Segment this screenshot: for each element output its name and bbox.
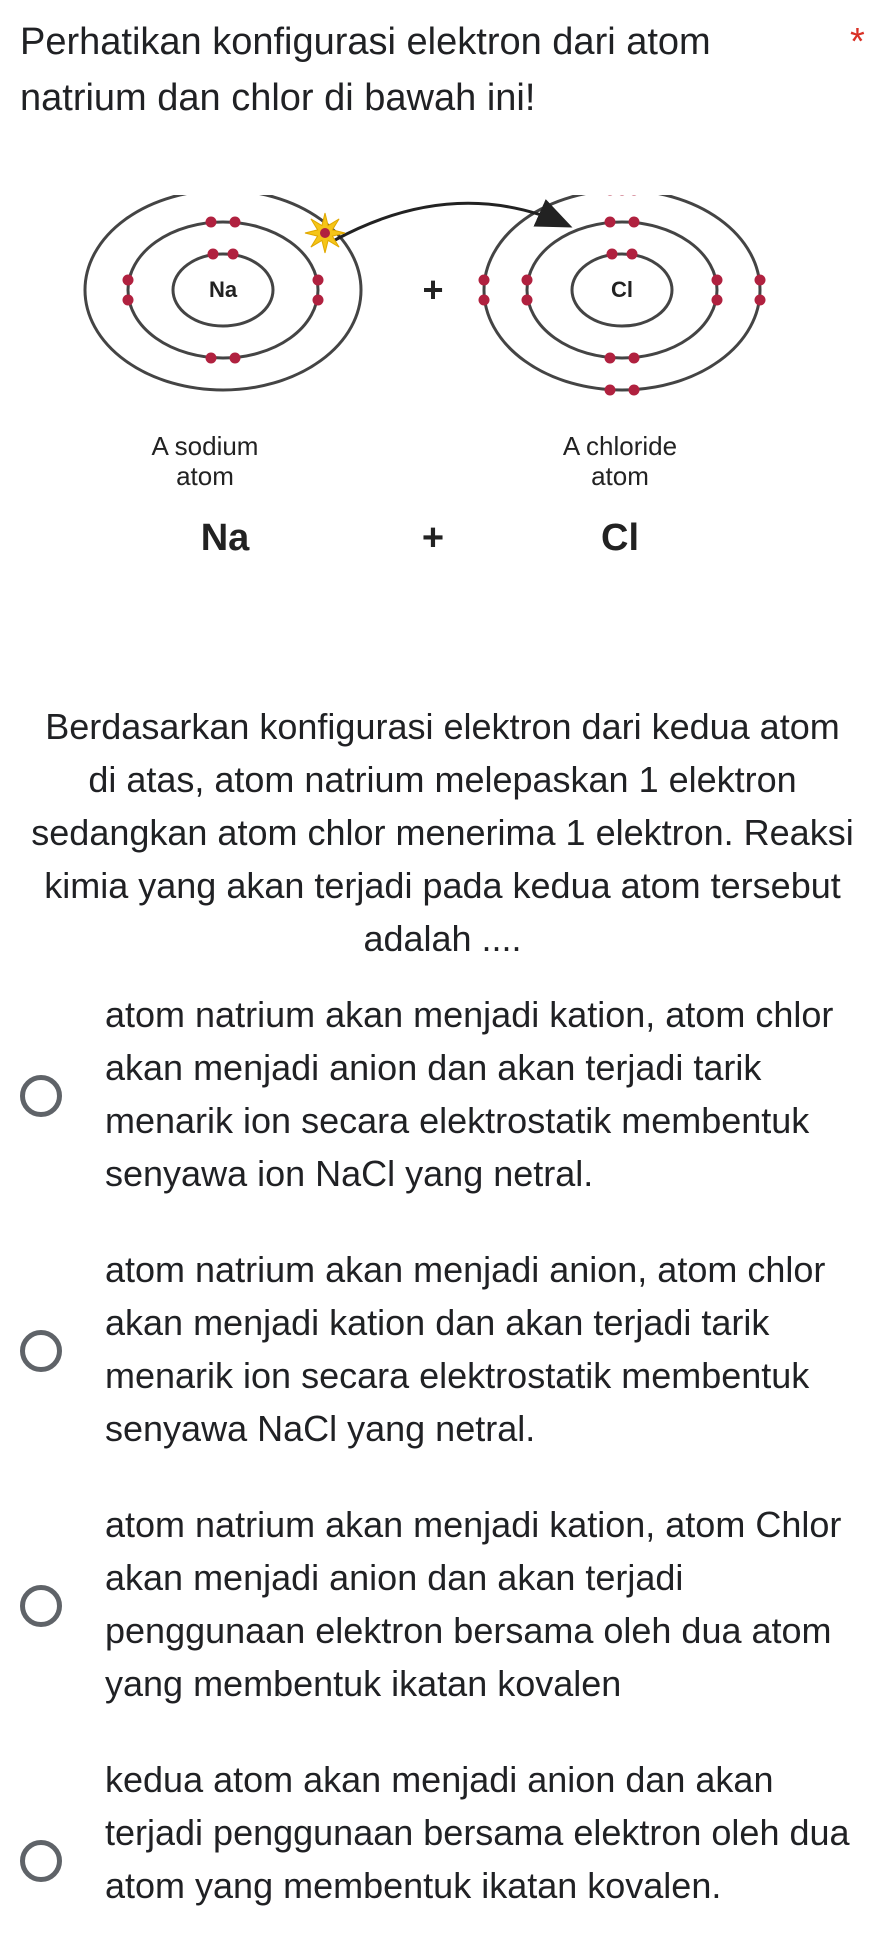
electron: [313, 295, 324, 306]
electron: [522, 295, 533, 306]
option-label[interactable]: atom natrium akan menjadi anion, atom chlor akan menjadi kation dan akan terjadi tarik menarik ion secara elektrostatik membentuk senyawa NaCl yang netral.: [105, 1249, 826, 1449]
electron: [629, 353, 640, 364]
electron: [230, 217, 241, 228]
bottom-na-symbol: Na: [200, 517, 250, 559]
electron: [479, 295, 490, 306]
electron: [605, 217, 616, 228]
bottom-plus-sign: +: [421, 517, 445, 559]
bottom-cl-symbol: Cl: [601, 517, 639, 559]
electron: [123, 275, 134, 286]
electron: [629, 195, 640, 196]
chloride-label-line2: atom: [591, 461, 649, 491]
question-title: Perhatikan konfigurasi elektron dari atom natrium dan chlor di bawah ini!: [20, 21, 711, 119]
electron: [755, 275, 766, 286]
electron: [605, 385, 616, 396]
electron: [479, 275, 490, 286]
electron: [208, 249, 219, 260]
electron: [228, 249, 239, 260]
electron: [605, 195, 616, 196]
diagram-plus-sign: +: [422, 269, 444, 310]
option-label[interactable]: atom natrium akan menjadi kation, atom chlor akan menjadi anion dan akan terjadi tarik menarik ion secara elektrostatik membentuk senyawa ion NaCl yang netral.: [105, 994, 834, 1194]
na-nucleus-symbol: Na: [208, 277, 238, 302]
radio-button[interactable]: [20, 1330, 62, 1372]
required-marker: *: [850, 21, 865, 63]
electron: [522, 275, 533, 286]
electron: [605, 353, 616, 364]
sodium-label-line2: atom: [176, 461, 234, 491]
option-label[interactable]: atom natrium akan menjadi kation, atom Chlor akan menjadi anion dan akan terjadi penggunaan elektron bersama oleh dua atom yang membentuk ikatan kovalen: [105, 1504, 842, 1704]
electron: [206, 353, 217, 364]
chloride-label-line1: A chloride: [562, 431, 678, 461]
electron: [755, 295, 766, 306]
radio-button[interactable]: [20, 1585, 62, 1627]
electron: [712, 295, 723, 306]
transferred-electron: [320, 228, 330, 238]
electron: [617, 195, 628, 196]
electron: [206, 217, 217, 228]
question-body: Berdasarkan konfigurasi elektron dari kedua atom di atas, atom natrium melepaskan 1 elektron sedangkan atom chlor menerima 1 elektron. Reaksi kimia yang akan terjadi pada kedua atom tersebut adalah ....: [31, 706, 854, 959]
electron-transfer-arrow: [335, 203, 567, 240]
radio-button[interactable]: [20, 1075, 62, 1117]
atom-diagram: [55, 195, 825, 675]
electron: [123, 295, 134, 306]
option-label[interactable]: kedua atom akan menjadi anion dan akan terjadi penggunaan bersama elektron oleh dua atom yang membentuk ikatan kovalen.: [105, 1759, 850, 1906]
electron: [629, 385, 640, 396]
question-image: [55, 195, 825, 675]
cl-nucleus-symbol: Cl: [611, 277, 633, 302]
electron: [629, 217, 640, 228]
sodium-label-line1: A sodium: [151, 431, 259, 461]
electron: [712, 275, 723, 286]
radio-button[interactable]: [20, 1840, 62, 1882]
electron: [627, 249, 638, 260]
electron: [607, 249, 618, 260]
electron: [313, 275, 324, 286]
electron: [230, 353, 241, 364]
